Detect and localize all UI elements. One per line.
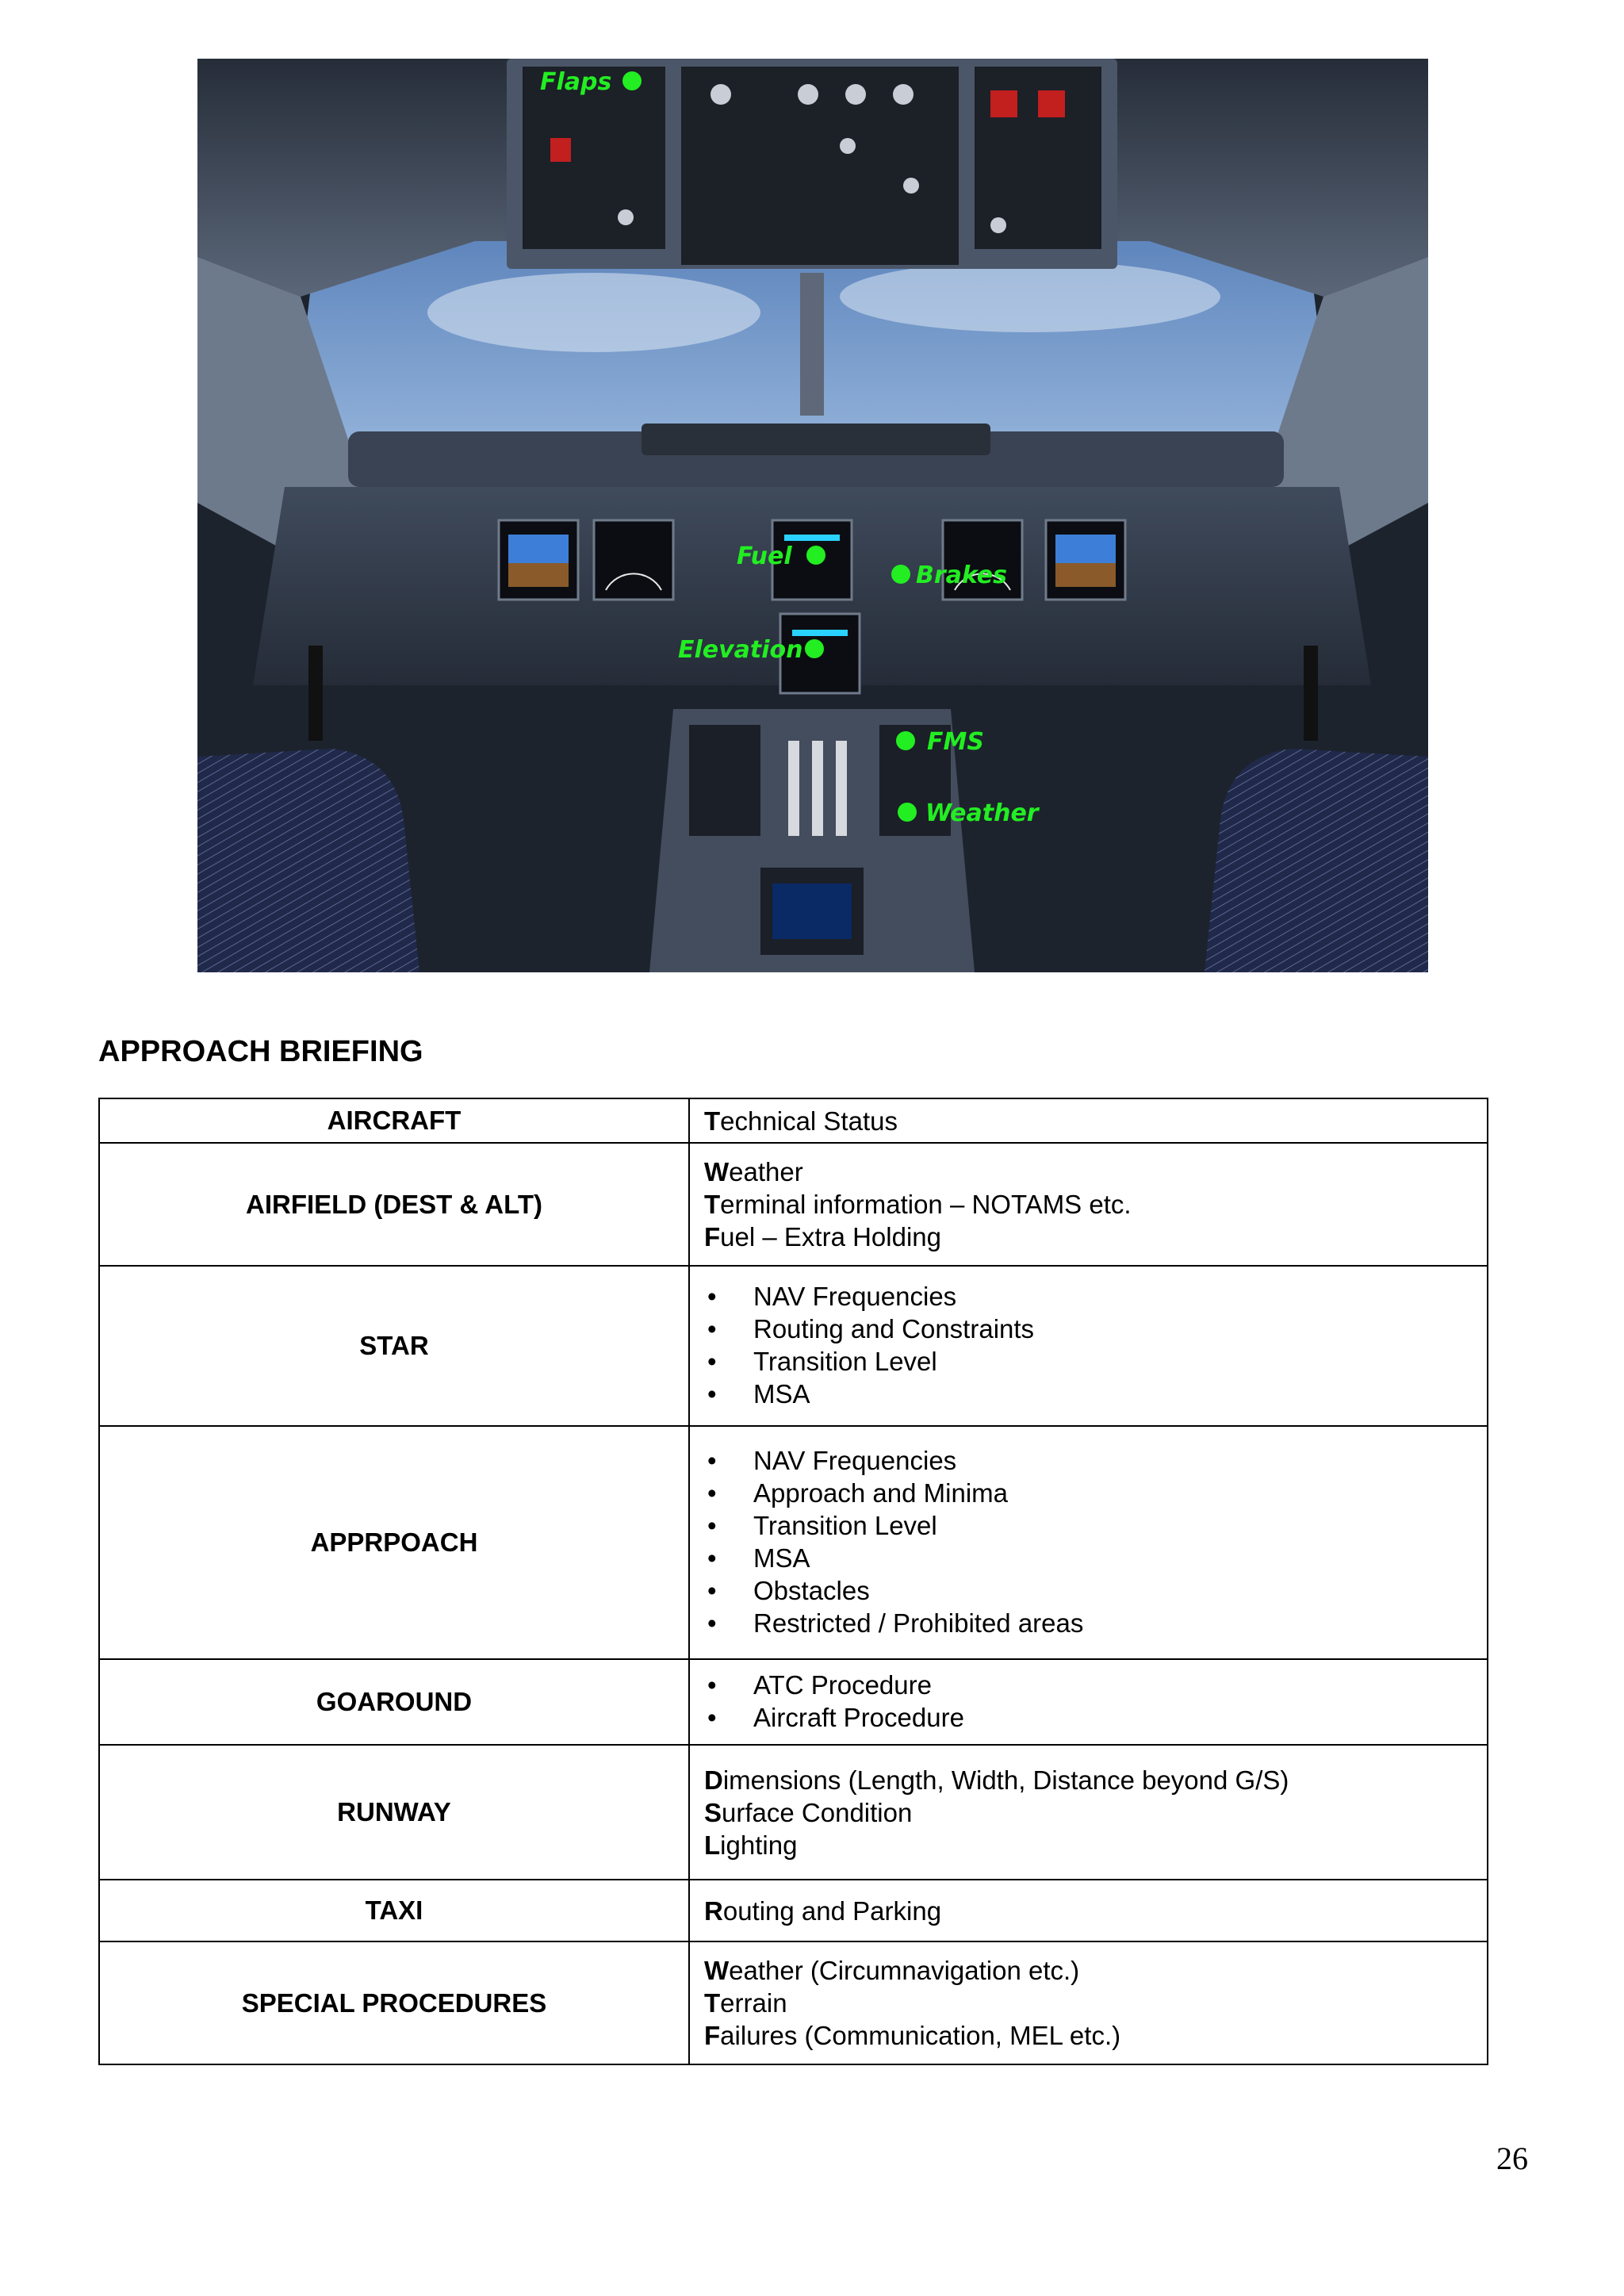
list-item-text: Aircraft Procedure — [753, 1703, 964, 1732]
content-line-text: ighting — [720, 1830, 798, 1860]
approach-briefing-table — [98, 1098, 1488, 2065]
mnemonic-letter: W — [704, 1956, 730, 1985]
table-row — [99, 1098, 1488, 1143]
content-line — [704, 1796, 1487, 1829]
mnemonic-letter: L — [704, 1830, 721, 1860]
table-row — [99, 1880, 1488, 1941]
list-item-text: Routing and Constraints — [753, 1314, 1035, 1343]
list-item — [704, 1444, 1487, 1477]
row-content — [689, 1426, 1488, 1659]
row-label: AIRCRAFT — [99, 1098, 689, 1143]
row-content — [689, 1143, 1488, 1266]
row-content — [689, 1745, 1488, 1880]
mnemonic-letter: T — [704, 1190, 721, 1219]
callout-elevation — [678, 636, 824, 664]
table-row — [99, 1659, 1488, 1745]
content-line-text: erminal information – NOTAMS etc. — [720, 1190, 1132, 1219]
bullet-icon: • — [707, 1511, 717, 1540]
bullet-list — [704, 1669, 1487, 1734]
bullet-icon: • — [707, 1703, 717, 1732]
list-item-text: Restricted / Prohibited areas — [753, 1608, 1084, 1638]
callout-weather-label: Weather — [925, 799, 1039, 827]
list-item-text: ATC Procedure — [753, 1670, 932, 1700]
content-line — [704, 1105, 1487, 1137]
content-line-text: uel – Extra Holding — [720, 1222, 941, 1251]
content-line-text: echnical Status — [720, 1106, 898, 1136]
content-line — [704, 2019, 1487, 2052]
row-content — [689, 1659, 1488, 1745]
table-row — [99, 1266, 1488, 1426]
bullet-icon: • — [707, 1446, 717, 1475]
row-label: SPECIAL PROCEDURES — [99, 1941, 689, 2064]
bullet-icon: • — [707, 1670, 717, 1700]
row-content — [689, 1266, 1488, 1426]
cockpit-photo — [197, 59, 1428, 972]
list-item — [704, 1509, 1487, 1542]
list-item — [704, 1574, 1487, 1607]
content-line — [704, 1221, 1487, 1253]
row-content — [689, 1098, 1488, 1143]
bullet-icon: • — [707, 1478, 717, 1508]
mnemonic-letter: T — [704, 1106, 721, 1136]
row-content — [689, 1941, 1488, 2064]
content-line-text: outing and Parking — [722, 1895, 942, 1926]
row-content — [689, 1880, 1488, 1941]
list-item — [704, 1345, 1487, 1378]
content-line — [704, 1188, 1487, 1221]
row-label: STAR — [99, 1266, 689, 1426]
content-line-text: ailures (Communication, MEL etc.) — [720, 2021, 1121, 2050]
content-line-text: eather — [729, 1157, 803, 1186]
list-item — [704, 1669, 1487, 1701]
content-line — [704, 1895, 1487, 1927]
content-line — [704, 1156, 1487, 1188]
content-line-text: urface Condition — [722, 1797, 913, 1827]
mnemonic-letter: D — [704, 1765, 723, 1795]
list-item — [704, 1701, 1487, 1734]
bullet-list — [704, 1280, 1487, 1410]
mnemonic-letter: T — [704, 1988, 721, 2018]
content-line — [704, 1829, 1487, 1861]
bullet-icon: • — [707, 1576, 717, 1605]
list-item — [704, 1313, 1487, 1345]
mnemonic-letter: F — [704, 2021, 721, 2050]
mnemonic-letter: S — [704, 1797, 722, 1827]
mnemonic-letter: W — [704, 1157, 730, 1186]
content-line-text: errain — [720, 1988, 787, 2018]
content-line-text: eather (Circumnavigation etc.) — [729, 1956, 1080, 1985]
content-line — [704, 1954, 1487, 1987]
table-row — [99, 1426, 1488, 1659]
list-item-text: NAV Frequencies — [753, 1282, 957, 1311]
row-label: GOAROUND — [99, 1659, 689, 1745]
bullet-icon: • — [707, 1543, 717, 1573]
mnemonic-letter: R — [704, 1895, 723, 1926]
bullet-icon: • — [707, 1379, 717, 1409]
callout-fuel-label: Fuel — [737, 542, 792, 570]
bullet-icon: • — [707, 1282, 717, 1311]
bullet-icon: • — [707, 1608, 717, 1638]
list-item — [704, 1607, 1487, 1639]
bullet-list — [704, 1444, 1487, 1639]
list-item — [704, 1542, 1487, 1574]
list-item-text: Transition Level — [753, 1511, 937, 1540]
callout-fms-label: FMS — [927, 728, 984, 756]
callout-brakes-label: Brakes — [916, 562, 1007, 589]
callout-flaps-label: Flaps — [540, 68, 612, 96]
list-item — [704, 1280, 1487, 1313]
briefing-table-body — [99, 1098, 1488, 2064]
list-item-text: Transition Level — [753, 1347, 937, 1376]
list-item-text: Approach and Minima — [753, 1478, 1009, 1508]
callout-elevation-label: Elevation — [678, 636, 803, 664]
content-line — [704, 1764, 1487, 1796]
list-item-text: NAV Frequencies — [753, 1446, 957, 1475]
list-item-text: Obstacles — [753, 1576, 870, 1605]
mnemonic-letter: F — [704, 1222, 721, 1251]
page-number: 26 — [1496, 2141, 1528, 2176]
bullet-icon: • — [707, 1314, 717, 1343]
row-label: TAXI — [99, 1880, 689, 1941]
list-item — [704, 1477, 1487, 1509]
table-row — [99, 1941, 1488, 2064]
row-label: APPRPOACH — [99, 1426, 689, 1659]
list-item — [704, 1378, 1487, 1410]
content-line-text: imensions (Length, Width, Distance beyond G/S) — [722, 1765, 1289, 1795]
content-line — [704, 1987, 1487, 2019]
table-row — [99, 1143, 1488, 1266]
row-label: AIRFIELD (DEST & ALT) — [99, 1143, 689, 1266]
row-label: RUNWAY — [99, 1745, 689, 1880]
list-item-text: MSA — [753, 1543, 810, 1573]
section-heading: APPROACH BRIEFING — [98, 1035, 423, 1068]
list-item-text: MSA — [753, 1379, 810, 1409]
bullet-icon: • — [707, 1347, 717, 1376]
table-row — [99, 1745, 1488, 1880]
